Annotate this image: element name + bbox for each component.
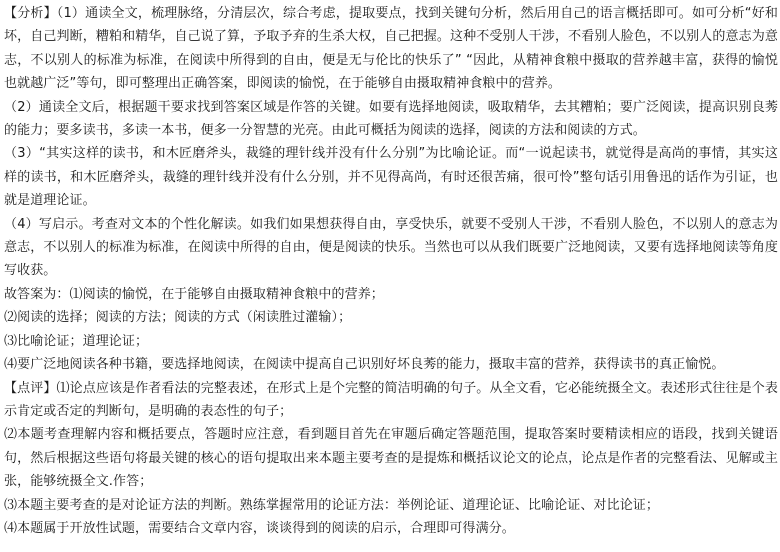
comment-2: ⑵本题考查理解内容和概括要点，答题时应注意，看到题目首先在审题后确定答题范围，提取答案时要精读相应的语段，找到关键语句，然后根据这些语句将最关键的核心的语句提取出来本题主要考查的是提炼和概括议论文的论点，论点是作者的完整看法、见解或主张，能够统摄全文.作答；: [4, 427, 778, 490]
answer-2: ⑵阅读的选择；阅读的方法；阅读的方式（闲读胜过灌输）；: [4, 310, 352, 326]
analysis-part-2: （2）通读全文后，根据题干要求找到答案区域是作答的关键。如要有选择地阅读，吸取精华，去其糟粕；要广泛阅读，提高识别良莠的能力；要多读书，多读一本书，便多一分智慧的光亮。由此可概括为阅读的选择，阅读的方法和阅读的方式。: [4, 99, 778, 139]
answer-4: ⑷要广泛地阅读各种书籍，要选择地阅读，在阅读中提高自己识别好坏良莠的能力，摄取丰富的营养，获得读书的真正愉悦。: [4, 357, 725, 373]
answer-explanation-document: [4, 2, 778, 540]
answer-3: ⑶比喻论证；道理论证；: [4, 333, 149, 349]
analysis-part-4: （4）写启示。考查对文本的个性化解读。如我们如果想获得自由，享受快乐，就要不受别人干涉，不看别人脸色，不以别人的意志为意志，不以别人的标准为标准，在阅读中所得的自由，便是阅读的快乐。当然也可以从我们既要广泛地阅读，又要有选择地阅读等角度写收获。: [4, 216, 778, 279]
comment-1: 【点评】⑴论点应该是作者看法的完整表述，在形式上是个完整的简洁明确的句子。从全文看，它必能统摄全文。表述形式往往是个表示肯定或否定的判断句，是明确的表态性的句子；: [4, 380, 778, 419]
analysis-part-3: （3）“其实这样的读书，和木匠磨斧头，裁缝的理针线并没有什么分别”为比喻论证。而“一说起读书，就觉得是高尚的事情，其实这样的读书，和木匠磨斧头，裁缝的理针线并没有什么分别，并不见得高尚，有时还很苦痛，很可怜”整句话引用鲁迅的话作为引证，也就是道理论证。: [4, 146, 778, 209]
answer-1: 故答案为：⑴阅读的愉悦，在于能够自由摄取精神食粮中的营养；: [4, 286, 384, 302]
comment-4: ⑷本题属于开放性试题，需要结合文章内容，谈谈得到的阅读的启示，合理即可得满分。: [4, 520, 515, 536]
comment-3: ⑶本题主要考查的是对论证方法的判断。熟练掌握常用的论证方法：举例论证、道理论证、比喻论证、对比论证；: [4, 497, 660, 513]
analysis-part-1: 【分析】（1）通读全文，梳理脉络，分清层次，综合考虑，提取要点，找到关键句分析，然后用自己的语言概括即可。如可分析“好和坏，自己判断，糟粕和精华，自己说了算，予取予弃的生杀大权，自己把握。这种不受别人干涉，不看别人脸色，不以别人的意志为意志，不以别人的标准为标准，在阅读中所得到的自由，便是无与伦比的快乐了” “因此，从精神食粮中摄取的营养越丰富，获得的愉悦也就越广泛”等句，即可整理出正确答案，即阅读的愉悦，在于能够自由摄取精神食粮中的营养。: [4, 6, 778, 92]
